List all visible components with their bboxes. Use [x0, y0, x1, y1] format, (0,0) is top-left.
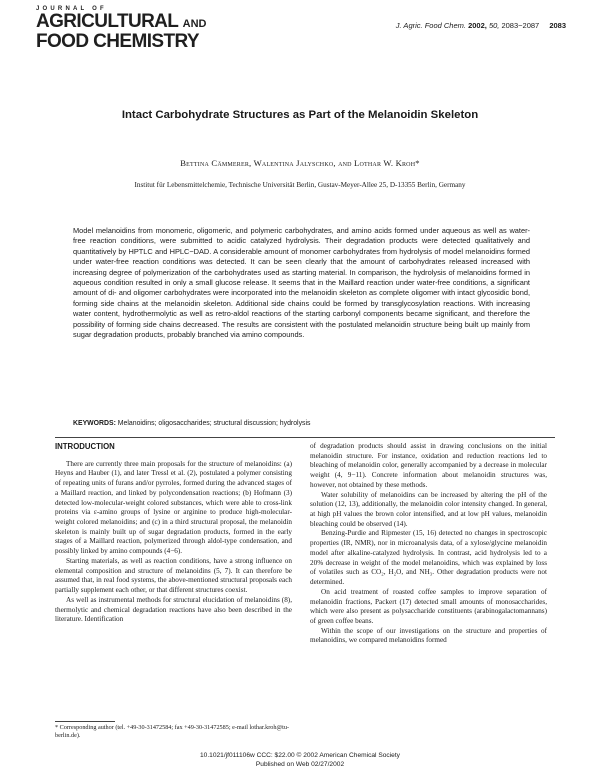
keywords — [73, 420, 530, 427]
logo-top-line: JOURNAL OF — [36, 6, 107, 12]
page-number: 2083 — [549, 21, 566, 30]
journal-year: 2002, — [468, 21, 487, 30]
section-divider — [55, 437, 555, 438]
left-column — [55, 442, 292, 625]
footnote-divider — [55, 721, 115, 722]
intro-paragraph-8: Within the scope of our investigations on the structure and properties of melanoidins, we compared melanoidins formed — [310, 626, 547, 645]
article-title: Intact Carbohydrate Structures as Part of the Melanoidin Skeleton — [121, 109, 479, 121]
logo-and: AND — [182, 18, 207, 30]
intro-paragraph-1: There are currently three main proposals for the structure of melanoidins: (a) Heyns and Hauber (1), and later Tressl et al. (2), postulated a polymer consisting of repeating units of furans and/or pyrroles, formed during the advanced stages of a Maillard reaction, and linked by polycondensation reactions; (b) Hofmann (3) detected low-molecular-weight colored substances, which were able to cross-link proteins via ε-amino groups of lysine or arginine to produce high-molecular-weight colored melanoidins; and (c) in a third structural proposal, the melanoidin skeleton is mainly built up of sugar degradation products, formed in the early stages of a Maillard reaction, polymerized through aldol-type condensation, and possibly linked by amino compounds (4−6). — [55, 459, 292, 556]
intro-paragraph-3: As well as instrumental methods for structural elucidation of melanoidins (8), thermolytic and chemical degradation reactions have also been described in the literature. Identification — [55, 595, 292, 624]
intro-paragraph-2: Starting materials, as well as reaction conditions, have a strong influence on elemental composition and structure of melanoidins (5, 7). It can therefore be assumed that, in real food systems, the above-mentioned structural proposals each partially supplement each other, or that different structures coexist. — [55, 556, 292, 595]
intro-paragraph-4: of degradation products should assist in drawing conclusions on the initial melanoidin structure. For instance, oxidation and reduction reactions led to bleaching of melanoidin color, generally accompanied by a decrease in molecular weight (4, 9−11). Concrete information about melanoidin structures was, however, not obtained by these methods. — [310, 442, 547, 489]
doi-copyright-line: 10.1021/jf011106w CCC: $22.00 © 2002 American Chemical Society — [200, 752, 400, 759]
affiliation: Institut für Lebensmittelchemie, Technische Universität Berlin, Gustav-Meyer-Allee 25, D-13355 Berlin, Germany — [134, 181, 466, 189]
intro-paragraph-5: Water solubility of melanoidins can be increased by altering the pH of the solution (12, 13), additionally, the melanoidin color intensity changed. In general, at high pH values the brown color intensified, and at low pH values, melanoidin bleaching could be observed (14). — [310, 490, 547, 528]
keywords-text: Melanoidins; oligosaccharides; structural discussion; hydrolysis — [117, 420, 311, 427]
logo-middle-line — [36, 13, 266, 33]
logo-agricultural: AGRICULTURAL — [36, 11, 178, 32]
journal-abbrev: J. Agric. Food Chem. — [395, 21, 466, 30]
journal-logo — [36, 6, 266, 50]
journal-volume: 50, — [488, 21, 500, 30]
intro-paragraph-7: On acid treatment of roasted coffee samples to improve separation of melanoidin fractions, Packert (17) detected small amounts of monosaccharides, which were also present as polysaccharide constituents (arabinogalactomannans) of green coffee beans. — [310, 587, 547, 625]
intro-paragraph-6: Benzing-Purdie and Ripmester (15, 16) detected no changes in spectroscopic properties (IR, NMR), nor in microanalysis data, of a xylose/glycine melanoidin model after alkaline-catalyzed hydrolysis. In contrast, acid hydrolysis led to a 20% decrease in weight of the model melanoidins, which was explained by loss of volatiles such as CO₂, H₂O, and NH₃. Other degradation products were not determined. — [310, 529, 547, 587]
publication-date-line: Published on Web 02/27/2002 — [255, 761, 345, 768]
keywords-label: KEYWORDS: — [73, 420, 116, 427]
corresponding-author-footnote: * Corresponding author (tel. +49-30-31472584; fax +49-30-31472585; e-mail lothar.kroh@tu-berlin.de). — [55, 724, 290, 740]
section-heading: INTRODUCTION — [55, 442, 115, 451]
page-footer — [150, 751, 450, 769]
abstract: Model melanoidins from monomeric, oligomeric, and polymeric carbohydrates, and amino acids formed under aqueous as well as water-free reaction conditions, were submitted to acidic catalyzed hydrolysis. Their degradation products were detected qualitatively and quantitatively by HPTLC and HPLC−DAD. A considerable amount of monomer carbohydrates from hydrolysis of model melanoidins formed under water-free reaction conditions was detected. It can be seen clearly that the amount of carbohydrates released increased with increasing degree of polymerization of the carbohydrates used as starting material. In comparison, the hydrolysis of melanoidins formed in aqueous condition resulted in only a small glucose release. It seems that in the Maillard reaction under water-free conditions, a significant amount of di- and oligomer carbohydrates were incorporated into the melanoidin skeleton as complete oligomer with intact glycosidic bond, forming side chains at the melanoidin skeleton. Additional side chains could be formed by transglycosylation reactions. With increasing water content, hydrothermolytic as well as retro-aldol reactions of the starting carbonyl components became significant, and therefore the possibility of forming side chains decreased. The results are consistent with the postulated melanoidin structure being built up mainly from sugar degradation products, probably branched via amino compounds. — [73, 226, 530, 340]
running-header — [396, 21, 566, 30]
right-column — [310, 442, 547, 646]
journal-pages: 2083−2087 — [501, 21, 540, 30]
author-list: Bettina Cämmerer, Walentina Jalyschko, and Lothar W. Kroh* — [180, 158, 420, 168]
logo-bottom-line: FOOD CHEMISTRY — [36, 31, 199, 52]
